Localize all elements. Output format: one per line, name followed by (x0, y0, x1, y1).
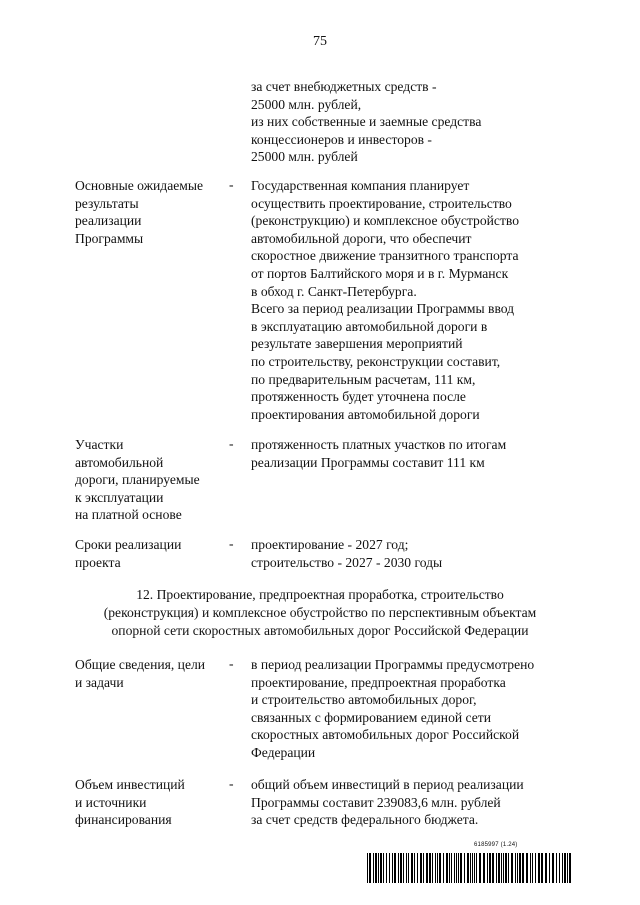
continuation-line: 25000 млн. рублей, (251, 96, 362, 112)
barcode-bar (456, 853, 457, 883)
heading-line: опорной сети скоростных автомобильных дорог Российской Федерации (111, 623, 529, 638)
barcode-bar (483, 853, 485, 883)
section-dash: - (229, 177, 234, 192)
barcode-bar (564, 853, 566, 883)
label-line: и источники (75, 794, 147, 810)
value-line: и строительство автомобильных дорог, (251, 692, 477, 708)
barcode-bar (511, 853, 513, 883)
value-line: связанных с формированием единой сети (251, 709, 492, 725)
barcode-bar (498, 853, 500, 883)
barcode-image (367, 853, 572, 883)
section-value (251, 177, 519, 423)
barcode-bar (532, 853, 533, 883)
continuation-line: из них собственные и заемные средства (251, 114, 482, 130)
value-line: Федерации (251, 744, 316, 760)
value-line: в обход г. Санкт-Петербурга. (251, 283, 417, 299)
barcode-bar (369, 853, 371, 883)
value-line: за счет средств федерального бюджета. (251, 812, 479, 828)
barcode-bar (503, 853, 504, 883)
page-number: 75 (313, 34, 327, 49)
barcode-bar (470, 853, 471, 883)
barcode-bar (400, 853, 402, 883)
barcode-bar (526, 853, 528, 883)
value-line: в эксплуатацию автомобильной дороги в (251, 318, 488, 334)
barcode-bar (552, 853, 554, 883)
value-line: Всего за период реализации Программы ввод (251, 301, 515, 317)
value-line: по строительству, реконструкции составит, (251, 353, 501, 369)
label-line: результаты (75, 195, 139, 211)
section-value (251, 436, 506, 471)
barcode-bar (505, 853, 507, 883)
section-value (251, 776, 524, 829)
value-line: протяженность будет уточнена после (251, 389, 466, 405)
section-dash: - (229, 536, 234, 551)
label-line: Объем инвестиций (75, 777, 185, 792)
section-label (75, 436, 200, 524)
label-line: Основные ожидаемые (75, 178, 204, 193)
barcode-bar (460, 853, 462, 883)
barcode-bar (476, 853, 477, 883)
label-line: к эксплуатации (75, 489, 164, 505)
value-line: проектирование, предпроектная проработка (251, 674, 506, 690)
heading-line: (реконструкция) и комплексное обустройство по перспективным объектам (103, 605, 537, 620)
barcode-bar (519, 853, 521, 883)
section-heading (60, 586, 580, 640)
barcode-bar (487, 853, 488, 883)
barcode-bar (472, 853, 473, 883)
value-line: скоростное движение транзитного транспорта (251, 248, 519, 264)
barcode-bar (541, 853, 543, 883)
value-line: протяженность платных участков по итогам (251, 437, 507, 452)
barcode-bar (496, 853, 497, 883)
barcode-bar (435, 853, 436, 883)
barcode-number: 6185997 (1.24) (474, 842, 518, 848)
barcode-bar (392, 853, 393, 883)
barcode-bar (443, 853, 444, 883)
barcode-bar (446, 853, 448, 883)
value-line: Программы составит 239083,6 млн. рублей (251, 794, 501, 810)
barcode-bar (562, 853, 563, 883)
barcode-bar (411, 853, 413, 883)
barcode-bar (426, 853, 428, 883)
value-line: от портов Балтийского моря и в г. Мурманск (251, 265, 509, 281)
barcode-bar (556, 853, 557, 883)
barcode-bar (406, 853, 407, 883)
barcode-bar (530, 853, 531, 883)
barcode-bar (569, 853, 571, 883)
barcode-bar (389, 853, 390, 883)
value-line: проектирование - 2027 год; (251, 537, 409, 552)
label-line: дороги, планируемые (75, 472, 200, 488)
continuation-text (251, 78, 481, 166)
barcode-bar (549, 853, 550, 883)
barcode-bar (501, 853, 502, 883)
label-line: на платной основе (75, 507, 182, 523)
barcode-bar (479, 853, 481, 883)
label-line: и задачи (75, 674, 124, 690)
section-label (75, 656, 205, 691)
section-label (75, 776, 185, 829)
continuation-line: за счет внебюджетных средств - (251, 79, 437, 94)
barcode-bar (567, 853, 568, 883)
barcode-bar (559, 853, 560, 883)
label-line: проекта (75, 554, 121, 570)
value-line: реализации Программы составит 111 км (251, 454, 485, 470)
barcode-bar (432, 853, 433, 883)
barcode-bar (394, 853, 396, 883)
value-line: по предварительным расчетам, 111 км, (251, 371, 476, 387)
barcode-bar (517, 853, 518, 883)
continuation-line: 25000 млн. рублей (251, 149, 358, 165)
label-line: Сроки реализации (75, 537, 182, 552)
barcode-bar (492, 853, 494, 883)
barcode-bar (508, 853, 509, 883)
barcode-bar (489, 853, 491, 883)
label-line: автомобильной (75, 454, 164, 470)
barcode-bar (380, 853, 382, 883)
label-line: Общие сведения, цели (75, 657, 206, 672)
section-value (251, 656, 534, 762)
barcode-bar (429, 853, 431, 883)
label-line: Программы (75, 230, 144, 246)
barcode-bar (414, 853, 415, 883)
value-line: Государственная компания планирует (251, 178, 470, 193)
barcode-bar (515, 853, 516, 883)
barcode-bar (375, 853, 377, 883)
section-dash: - (229, 776, 234, 791)
barcode-bar (467, 853, 469, 883)
value-line: осуществить проектирование, строительство (251, 195, 512, 211)
barcode-bar (378, 853, 379, 883)
barcode-bar (437, 853, 438, 883)
barcode-bar (398, 853, 399, 883)
continuation-line: концессионеров и инвесторов - (251, 131, 432, 147)
value-line: результате завершения мероприятий (251, 336, 463, 352)
section-label (75, 177, 203, 247)
barcode-bar (403, 853, 404, 883)
label-line: Участки (75, 437, 124, 452)
barcode-bar (535, 853, 536, 883)
barcode-bar (408, 853, 409, 883)
barcode-bar (538, 853, 540, 883)
barcode-bar (458, 853, 459, 883)
label-line: реализации (75, 213, 142, 229)
value-line: (реконструкцию) и комплексное обустройство (251, 213, 520, 229)
barcode-bar (451, 853, 452, 883)
section-label (75, 536, 181, 571)
barcode-bar (522, 853, 524, 883)
barcode-bar (373, 853, 374, 883)
value-line: строительство - 2027 - 2030 годы (251, 554, 443, 570)
barcode-bar (454, 853, 455, 883)
value-line: автомобильной дороги, что обеспечит (251, 230, 472, 246)
barcode-bar (417, 853, 418, 883)
value-line: проектирования автомобильной дороги (251, 406, 480, 422)
heading-line: 12. Проектирование, предпроектная проработка, строительство (136, 587, 504, 602)
barcode-bar (420, 853, 422, 883)
value-line: скоростных автомобильных дорог Российской (251, 727, 520, 743)
barcode-bar (545, 853, 547, 883)
barcode-bar (474, 853, 475, 883)
value-line: общий объем инвестиций в период реализации (251, 777, 524, 792)
section-dash: - (229, 656, 234, 671)
barcode-bar (383, 853, 384, 883)
barcode-bar (464, 853, 465, 883)
barcode-bar (386, 853, 387, 883)
barcode-bar (423, 853, 424, 883)
barcode-bar (367, 853, 368, 883)
section-dash: - (229, 436, 234, 451)
label-line: финансирования (75, 812, 172, 828)
section-value (251, 536, 442, 571)
barcode-bar (449, 853, 450, 883)
value-line: в период реализации Программы предусмотрено (251, 657, 535, 672)
barcode-bar (439, 853, 441, 883)
